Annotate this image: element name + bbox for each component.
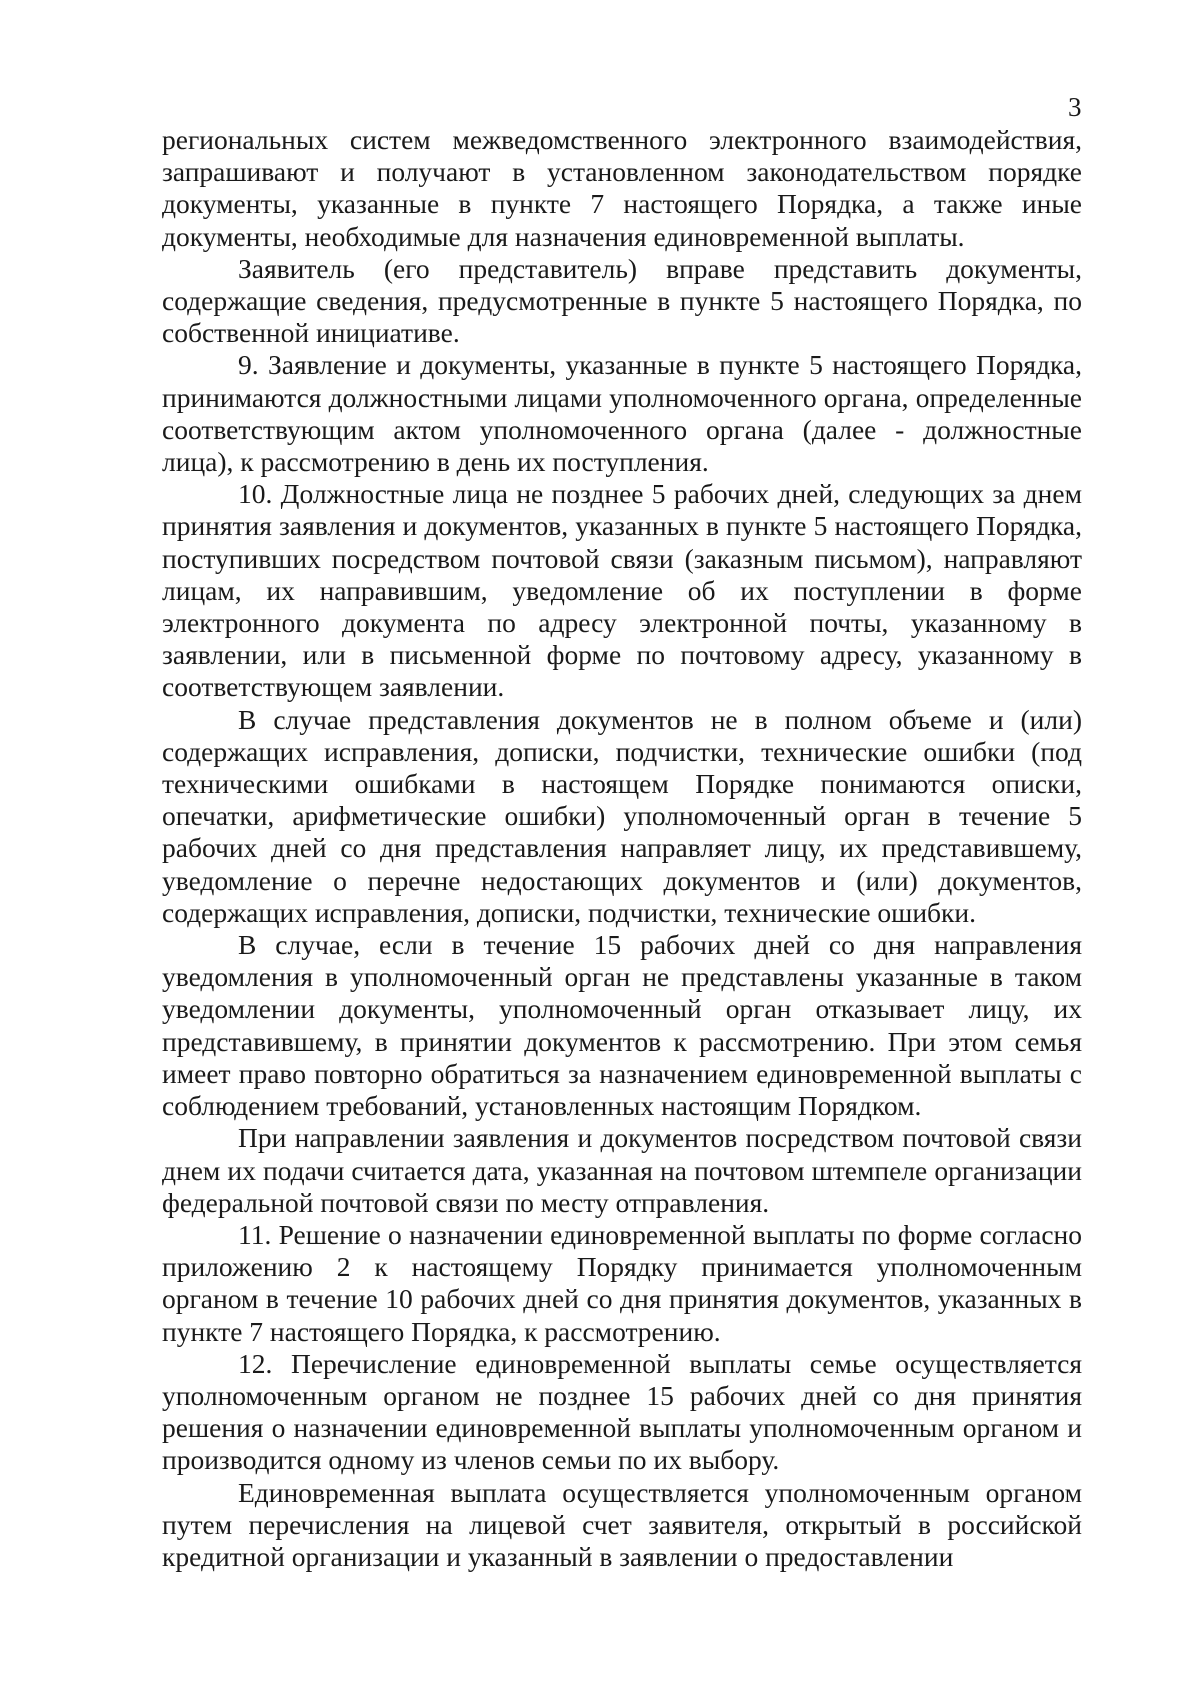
paragraph-postal-date: При направлении заявления и документов посредством почтовой связи днем их подачи считается дата, указанная на почтовом штемпеле организации федеральной почтовой связи по месту отправления.	[162, 1122, 1082, 1218]
document-body	[162, 124, 1082, 1573]
paragraph-item-10: 10. Должностные лица не позднее 5 рабочих дней, следующих за днем принятия заявления и документов, указанных в пункте 5 настоящего Порядка, поступивших посредством почтовой связи (заказным письмом), направляют лицам, их направившим, уведомление об их поступлении в форме электронного документа по адресу электронной почты, указанному в заявлении, или в письменной форме по почтовому адресу, указанному в соответствующем заявлении.	[162, 478, 1082, 703]
paragraph-continuation: региональных систем межведомственного электронного взаимодействия, запрашивают и получают в установленном законодательством порядке документы, указанные в пункте 7 настоящего Порядка, а также иные документы, необходимые для назначения единовременной выплаты.	[162, 124, 1082, 252]
paragraph-incomplete-documents: В случае представления документов не в полном объеме и (или) содержащих исправления, дописки, подчистки, технические ошибки (под техническими ошибками в настоящем Порядке понимаются описки, опечатки, арифметические ошибки) уполномоченный орган в течение 5 рабочих дней со дня представления направляет лицу, их представившему, уведомление о перечне недостающих документов и (или) документов, содержащих исправления, дописки, подчистки, технические ошибки.	[162, 703, 1082, 928]
paragraph-payment-method: Единовременная выплата осуществляется уполномоченным органом путем перечисления на лицевой счет заявителя, открытый в российской кредитной организации и указанный в заявлении о предоставлении	[162, 1476, 1082, 1572]
paragraph-refusal: В случае, если в течение 15 рабочих дней со дня направления уведомления в уполномоченный орган не представлены указанные в таком уведомлении документы, уполномоченный орган отказывает лицу, их представившему, в принятии документов к рассмотрению. При этом семья имеет право повторно обратиться за назначением единовременной выплаты с соблюдением требований, установленных настоящим Порядком.	[162, 929, 1082, 1122]
paragraph-item-9: 9. Заявление и документы, указанные в пункте 5 настоящего Порядка, принимаются должностными лицами уполномоченного органа, определенные соответствующим актом уполномоченного органа (далее - должностные лица), к рассмотрению в день их поступления.	[162, 349, 1082, 478]
paragraph-item-12: 12. Перечисление единовременной выплаты семье осуществляется уполномоченным органом не позднее 15 рабочих дней со дня принятия решения о назначении единовременной выплаты уполномоченным органом и производится одному из членов семьи по их выбору.	[162, 1347, 1082, 1476]
paragraph-applicant-right: Заявитель (его представитель) вправе представить документы, содержащие сведения, предусмотренные в пункте 5 настоящего Порядка, по собственной инициативе.	[162, 252, 1082, 349]
page-number: 3	[1068, 92, 1082, 122]
paragraph-item-11: 11. Решение о назначении единовременной выплаты по форме согласно приложению 2 к настоящему Порядку принимается уполномоченным органом в течение 10 рабочих дней со дня принятия документов, указанных в пункте 7 настоящего Порядка, к рассмотрению.	[162, 1218, 1082, 1347]
